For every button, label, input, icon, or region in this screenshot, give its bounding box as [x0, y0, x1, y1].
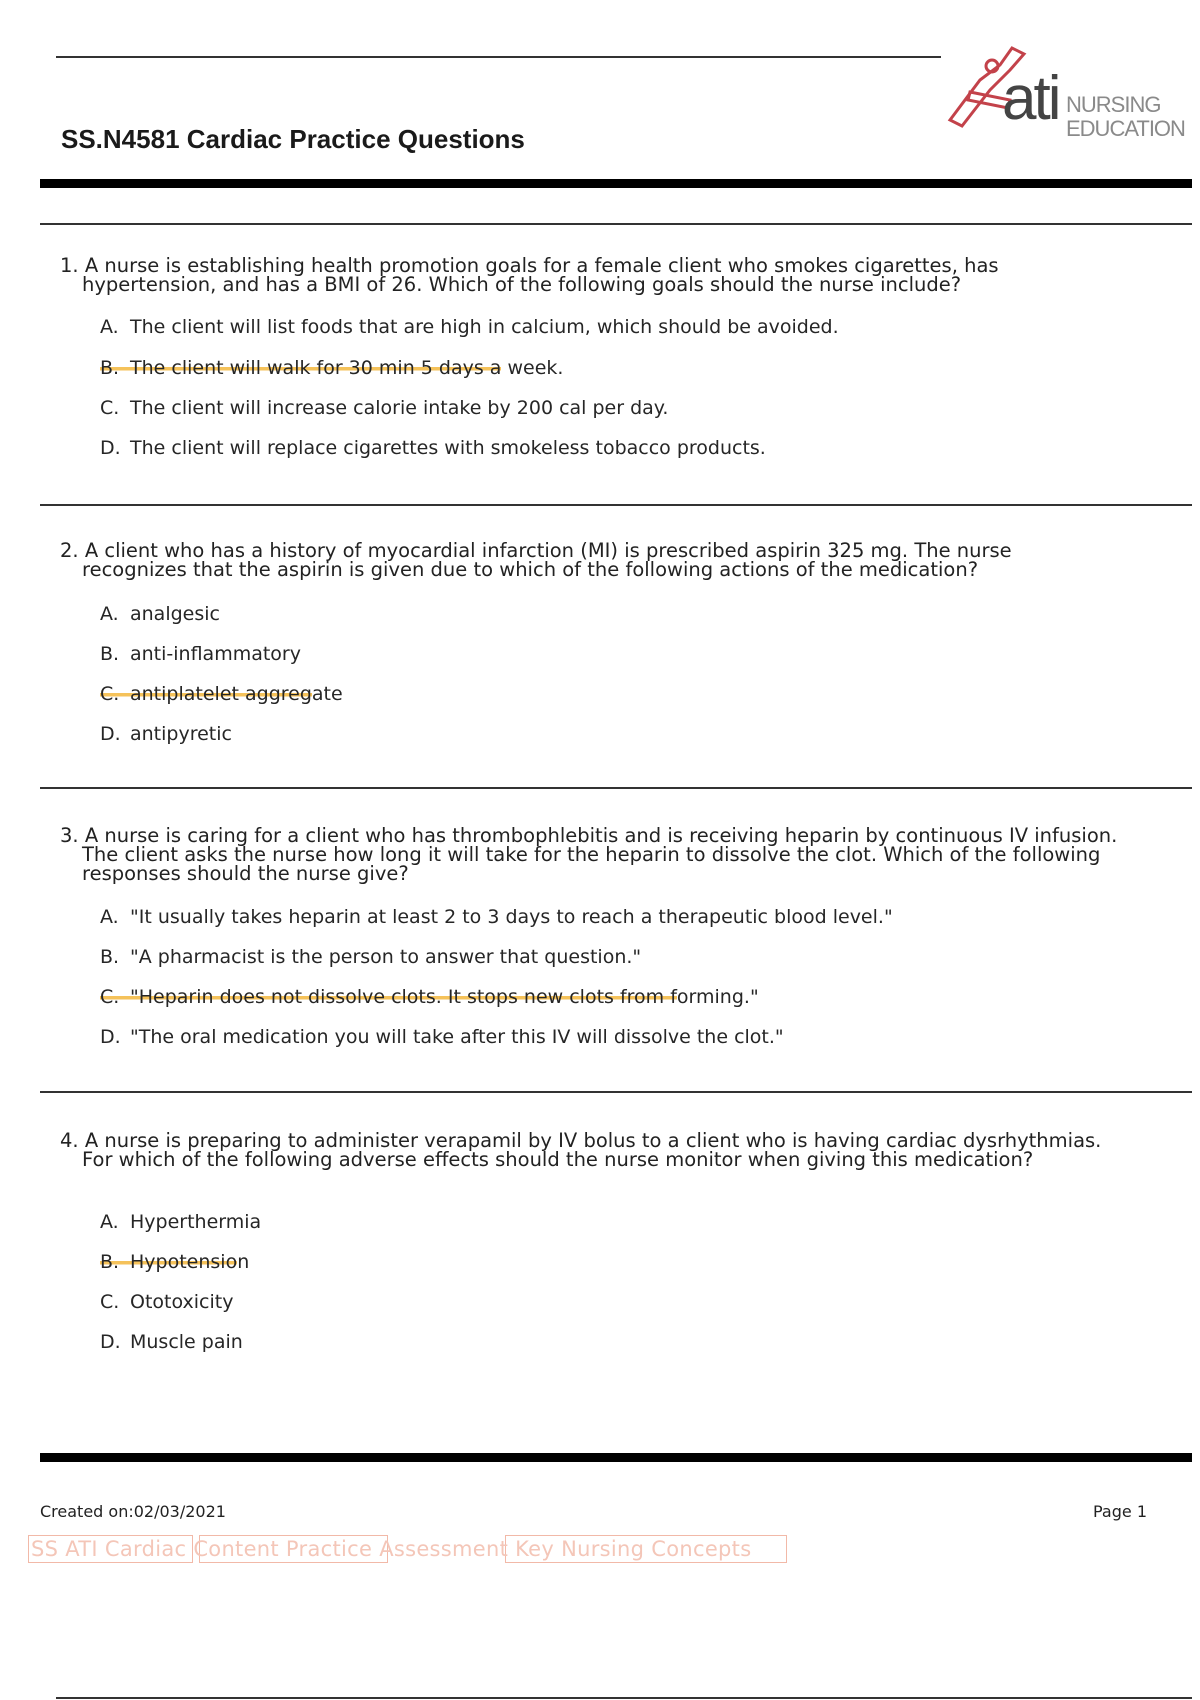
option-a[interactable] — [100, 603, 220, 625]
question-stem — [60, 826, 1120, 883]
option-b-correct[interactable] — [100, 357, 563, 379]
option-text: The client will replace cigarettes with smokeless tobacco products. — [130, 437, 766, 459]
option-letter: B. — [100, 946, 120, 968]
option-text: The client will list foods that are high in calcium, which should be avoided. — [130, 316, 839, 338]
option-text-rest: n — [237, 1251, 250, 1273]
option-d[interactable] — [100, 1331, 243, 1353]
ati-logo-nursing: NURSING — [1066, 92, 1161, 117]
ati-logo-education: EDUCATION — [1066, 116, 1185, 141]
option-d[interactable] — [100, 1026, 784, 1048]
option-b-correct[interactable] — [100, 1251, 249, 1273]
option-letter: C. — [100, 397, 120, 419]
option-a[interactable] — [100, 316, 839, 338]
bottom-rule — [56, 1697, 1192, 1699]
watermark-text: SS ATI Cardiac Content Practice Assessment Key Nursing Concepts — [31, 1537, 752, 1561]
option-text: analgesic — [130, 603, 220, 625]
option-letter: C. — [100, 1291, 120, 1313]
option-letter: A. — [100, 1211, 119, 1233]
option-letter: D. — [100, 1331, 121, 1353]
option-d[interactable] — [100, 437, 766, 459]
question-number: 3. — [60, 824, 79, 847]
option-b[interactable] — [100, 643, 301, 665]
divider-q2 — [40, 504, 1192, 506]
question-stem — [60, 256, 1120, 294]
option-text-highlighted: The client will walk for 30 min 5 days a — [130, 357, 502, 379]
option-letter: C. — [100, 986, 120, 1008]
option-letter: D. — [100, 723, 121, 745]
option-text: Ototoxicity — [130, 1291, 234, 1313]
question-text: A nurse is caring for a client who has thrombophlebitis and is receiving heparin by continuous IV infusion. The client asks the nurse how long it will take for the heparin to dissolve the clot. Which of the following responses should the nurse give? — [82, 824, 1118, 885]
answer-highlight — [100, 986, 677, 1008]
divider-q1 — [40, 223, 1192, 225]
question-number: 2. — [60, 539, 79, 562]
question-number: 1. — [60, 254, 79, 277]
question-stem — [60, 541, 1120, 579]
option-letter: B. — [100, 357, 120, 379]
document-title: SS.N4581 Cardiac Practice Questions — [61, 124, 525, 154]
option-c-correct[interactable] — [100, 986, 759, 1008]
option-text-highlighted: Hypotensio — [130, 1251, 238, 1273]
option-d[interactable] — [100, 723, 232, 745]
header-top-rule — [56, 56, 941, 58]
divider-q4 — [40, 1091, 1192, 1093]
page-number: Page 1 — [1093, 1502, 1147, 1521]
option-letter: C. — [100, 683, 120, 705]
option-text: Hyperthermia — [130, 1211, 262, 1233]
answer-highlight — [100, 357, 501, 379]
option-letter: A. — [100, 906, 119, 928]
option-text-rest: week. — [501, 357, 564, 379]
ati-logo-brand: ati — [1002, 64, 1059, 133]
option-b[interactable] — [100, 946, 641, 968]
option-text: Muscle pain — [130, 1331, 243, 1353]
option-c[interactable] — [100, 397, 668, 419]
footer-thick-rule — [40, 1453, 1192, 1462]
header-thick-rule — [40, 179, 1192, 188]
option-text: "It usually takes heparin at least 2 to 3 days to reach a therapeutic blood level." — [130, 906, 893, 928]
option-text: The client will increase calorie intake by 200 cal per day. — [130, 397, 669, 419]
answer-highlight — [100, 683, 312, 705]
option-letter: A. — [100, 316, 119, 338]
created-date: Created on:02/03/2021 — [40, 1502, 226, 1521]
option-letter: A. — [100, 603, 119, 625]
option-letter: B. — [100, 643, 120, 665]
question-text: A nurse is establishing health promotion goals for a female client who smokes cigarettes, has hypertension, and has a BMI of 26. Which of the following goals should the nurse include? — [82, 254, 999, 296]
option-text-rest: ate — [311, 683, 343, 705]
question-stem — [60, 1131, 1120, 1169]
question-2 — [60, 539, 1120, 745]
option-text: antipyretic — [130, 723, 232, 745]
option-text: "A pharmacist is the person to answer that question." — [130, 946, 642, 968]
option-text-highlighted: "Heparin does not dissolve clots. It stops new clots from f — [130, 986, 677, 1008]
option-letter: D. — [100, 437, 121, 459]
question-text: A client who has a history of myocardial infarction (MI) is prescribed aspirin 325 mg. The nurse recognizes that the aspirin is given due to which of the following actions of the medication? — [82, 539, 1012, 581]
question-number: 4. — [60, 1129, 79, 1152]
option-a[interactable] — [100, 1211, 261, 1233]
question-1 — [60, 254, 1120, 459]
option-a[interactable] — [100, 906, 893, 928]
ati-logo — [940, 40, 1185, 150]
question-4 — [60, 1129, 1120, 1353]
question-3 — [60, 824, 1120, 1048]
answer-highlight — [100, 1251, 237, 1273]
option-c-correct[interactable] — [100, 683, 343, 705]
divider-q3 — [40, 787, 1192, 789]
option-letter: D. — [100, 1026, 121, 1048]
question-text: A nurse is preparing to administer verapamil by IV bolus to a client who is having cardiac dysrhythmias. For which of the following adverse effects should the nurse monitor when giving this medication? — [82, 1129, 1102, 1171]
option-c[interactable] — [100, 1291, 233, 1313]
option-text: anti-inflammatory — [130, 643, 301, 665]
option-text: "The oral medication you will take after this IV will dissolve the clot." — [130, 1026, 784, 1048]
option-text-rest: orming." — [676, 986, 759, 1008]
option-letter: B. — [100, 1251, 120, 1273]
option-text-highlighted: antiplatelet aggreg — [130, 683, 312, 705]
